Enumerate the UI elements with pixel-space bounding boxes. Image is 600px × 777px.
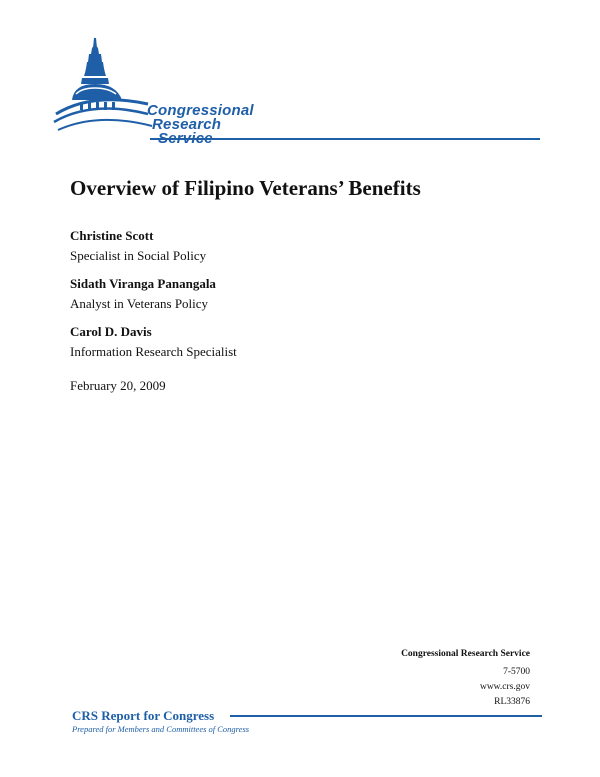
info-organization: Congressional Research Service [401,649,530,659]
info-code: 7-5700 [503,667,530,677]
footer-title: CRS Report for Congress [72,708,215,723]
footer-divider [230,715,542,717]
footer-subtitle: Prepared for Members and Committees of Congress [72,724,250,734]
author-name: Christine Scott [70,228,154,243]
info-report-number: RL33876 [494,697,530,707]
logo-line-research: Research [152,116,222,133]
author-role: Information Research Specialist [70,344,237,359]
info-website-link[interactable]: www.crs.gov [479,682,530,692]
crs-logo [52,34,542,146]
author-block [70,227,206,265]
report-title: Overview of Filipino Veterans’ Benefits [70,176,421,200]
report-info-block [401,647,530,710]
author-role: Analyst in Veterans Policy [70,296,209,311]
author-role: Specialist in Social Policy [70,248,207,263]
author-name: Sidath Viranga Panangala [70,276,216,291]
author-block [70,275,216,313]
author-name: Carol D. Davis [70,324,152,339]
author-block [70,323,237,361]
logo-line-congressional: Congressional [147,102,254,119]
logo-line-service: Service [158,130,213,147]
report-date: February 20, 2009 [70,378,166,393]
capitol-dome-icon [52,34,542,146]
